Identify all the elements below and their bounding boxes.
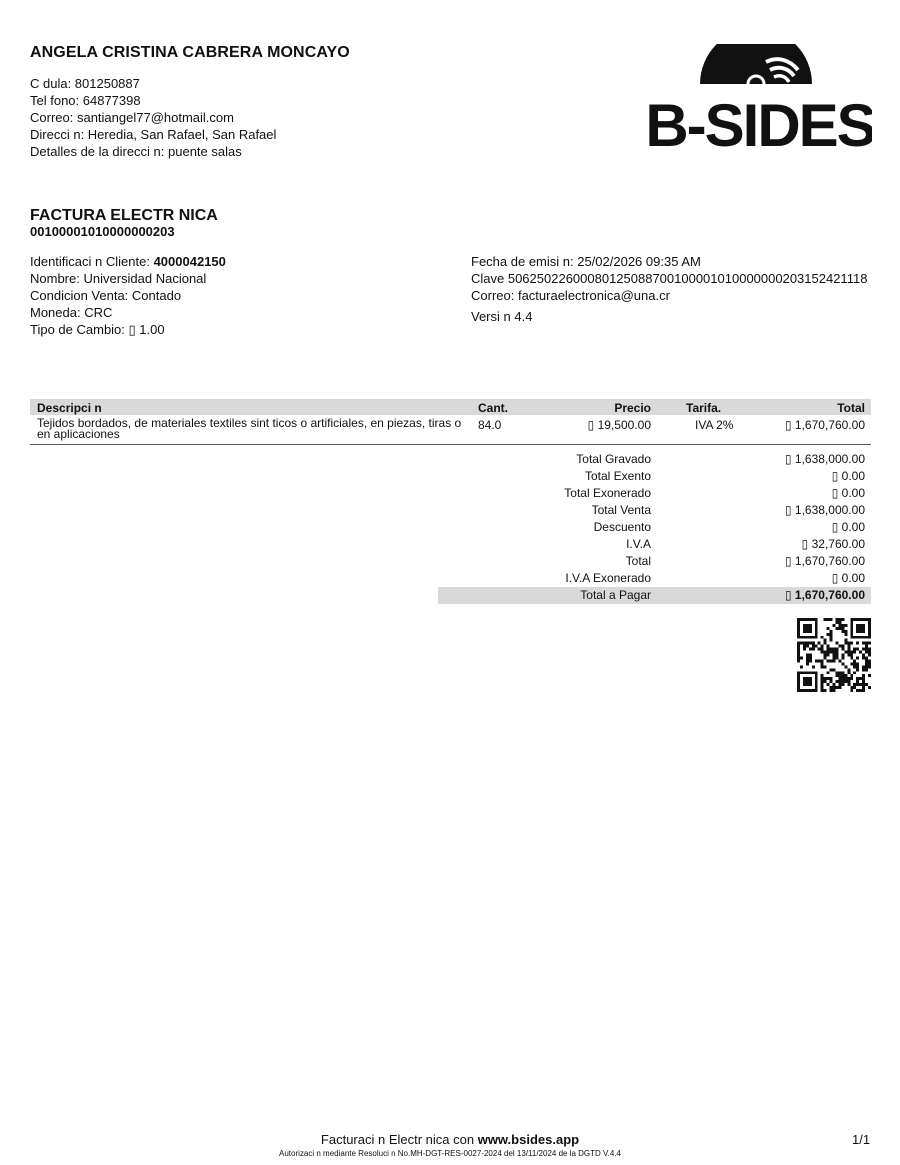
header-descripcion: Descripci n bbox=[37, 401, 102, 415]
total-value: ▯ 0.00 bbox=[831, 520, 865, 534]
emission-clave: Clave 50625022600080125088700100001010000000203152421118 bbox=[471, 271, 868, 286]
descuento-row bbox=[438, 519, 871, 536]
total-value: ▯ 0.00 bbox=[831, 571, 865, 585]
client-moneda: Moneda: CRC bbox=[30, 305, 113, 320]
seller-name: ANGELA CRISTINA CABRERA MONCAYO bbox=[30, 44, 350, 61]
logo-text: B-SIDES bbox=[648, 92, 872, 154]
iva-row bbox=[438, 536, 871, 553]
header-tarifa: Tarifa. bbox=[686, 401, 722, 415]
total-label: Total Gravado bbox=[576, 452, 651, 466]
vinyl-record-icon bbox=[648, 44, 872, 154]
client-id-line bbox=[30, 253, 226, 270]
total-label: I.V.A bbox=[626, 537, 651, 551]
row-tarifa: IVA 2% bbox=[695, 418, 734, 432]
table-row bbox=[30, 416, 871, 445]
seller-cedula: C dula: 801250887 bbox=[30, 76, 140, 91]
total-value: ▯ 0.00 bbox=[831, 486, 865, 500]
total-exonerado-row bbox=[438, 485, 871, 502]
header-precio: Precio bbox=[614, 401, 651, 415]
total-label: Total bbox=[625, 554, 651, 568]
emission-correo: Correo: facturaelectronica@una.cr bbox=[471, 288, 670, 303]
total-label: Total Exento bbox=[584, 469, 651, 483]
total-value: ▯ 1,670,760.00 bbox=[784, 554, 865, 568]
row-descripcion: Tejidos bordados, de materiales textiles sint ticos o artificiales, en piezas, tiras o en aplicaciones bbox=[37, 416, 462, 441]
total-label: Total Venta bbox=[591, 503, 651, 517]
total-value: ▯ 32,760.00 bbox=[801, 537, 865, 551]
header-cant: Cant. bbox=[478, 401, 508, 415]
total-value: ▯ 1,638,000.00 bbox=[784, 503, 865, 517]
page-number: 1/1 bbox=[852, 1132, 871, 1147]
footer-text bbox=[0, 1132, 900, 1147]
footer-link[interactable]: www.bsides.app bbox=[477, 1132, 580, 1147]
total-label: I.V.A Exonerado bbox=[565, 571, 651, 585]
total-gravado-row bbox=[438, 451, 871, 468]
total-value: ▯ 0.00 bbox=[831, 469, 865, 483]
seller-info bbox=[30, 75, 276, 160]
iva-exonerado-row bbox=[438, 570, 871, 587]
emission-info bbox=[471, 253, 867, 325]
seller-direccion: Direcci n: Heredia, San Rafael, San Rafael bbox=[30, 127, 277, 142]
total-label: Descuento bbox=[593, 520, 651, 534]
footer-prefix: Facturaci n Electr nica con bbox=[320, 1132, 478, 1147]
row-cant: 84.0 bbox=[478, 418, 502, 432]
header-total: Total bbox=[837, 401, 865, 415]
footer-authorization: Autorizaci n mediante Resoluci n No.MH-DGT-RES-0027-2024 del 13/11/2024 de la DGTD V.4.4 bbox=[279, 1149, 621, 1158]
seller-telefono: Tel fono: 64877398 bbox=[30, 93, 141, 108]
total-a-pagar-row bbox=[438, 587, 871, 604]
total-label: Total a Pagar bbox=[580, 588, 651, 602]
row-total: ▯ 1,670,760.00 bbox=[784, 418, 865, 432]
total-row bbox=[438, 553, 871, 570]
seller-correo: Correo: santiangel77@hotmail.com bbox=[30, 110, 234, 125]
emission-version: Versi n 4.4 bbox=[471, 309, 533, 324]
client-condicion: Condicion Venta: Contado bbox=[30, 288, 182, 303]
total-venta-row bbox=[438, 502, 871, 519]
row-precio: ▯ 19,500.00 bbox=[587, 418, 651, 432]
total-exento-row bbox=[438, 468, 871, 485]
document-title: FACTURA ELECTR NICA bbox=[30, 207, 218, 224]
client-id-label: Identificaci n Cliente: bbox=[30, 254, 154, 269]
client-nombre: Nombre: Universidad Nacional bbox=[30, 271, 207, 286]
emission-fecha: Fecha de emisi n: 25/02/2026 09:35 AM bbox=[471, 254, 701, 269]
document-number: 00100001010000000203 bbox=[30, 224, 175, 239]
total-value: ▯ 1,638,000.00 bbox=[784, 452, 865, 466]
totals-block bbox=[438, 451, 871, 604]
client-info bbox=[30, 253, 226, 338]
client-tipo-cambio: Tipo de Cambio: ▯ 1.00 bbox=[30, 322, 165, 337]
seller-detalles: Detalles de la direcci n: puente salas bbox=[30, 144, 242, 159]
items-table-header bbox=[30, 399, 871, 415]
client-id-value: 4000042150 bbox=[153, 254, 226, 269]
qr-code-icon bbox=[797, 618, 871, 692]
bsides-logo bbox=[648, 44, 872, 154]
total-label: Total Exonerado bbox=[564, 486, 651, 500]
total-value: ▯ 1,670,760.00 bbox=[784, 588, 865, 602]
